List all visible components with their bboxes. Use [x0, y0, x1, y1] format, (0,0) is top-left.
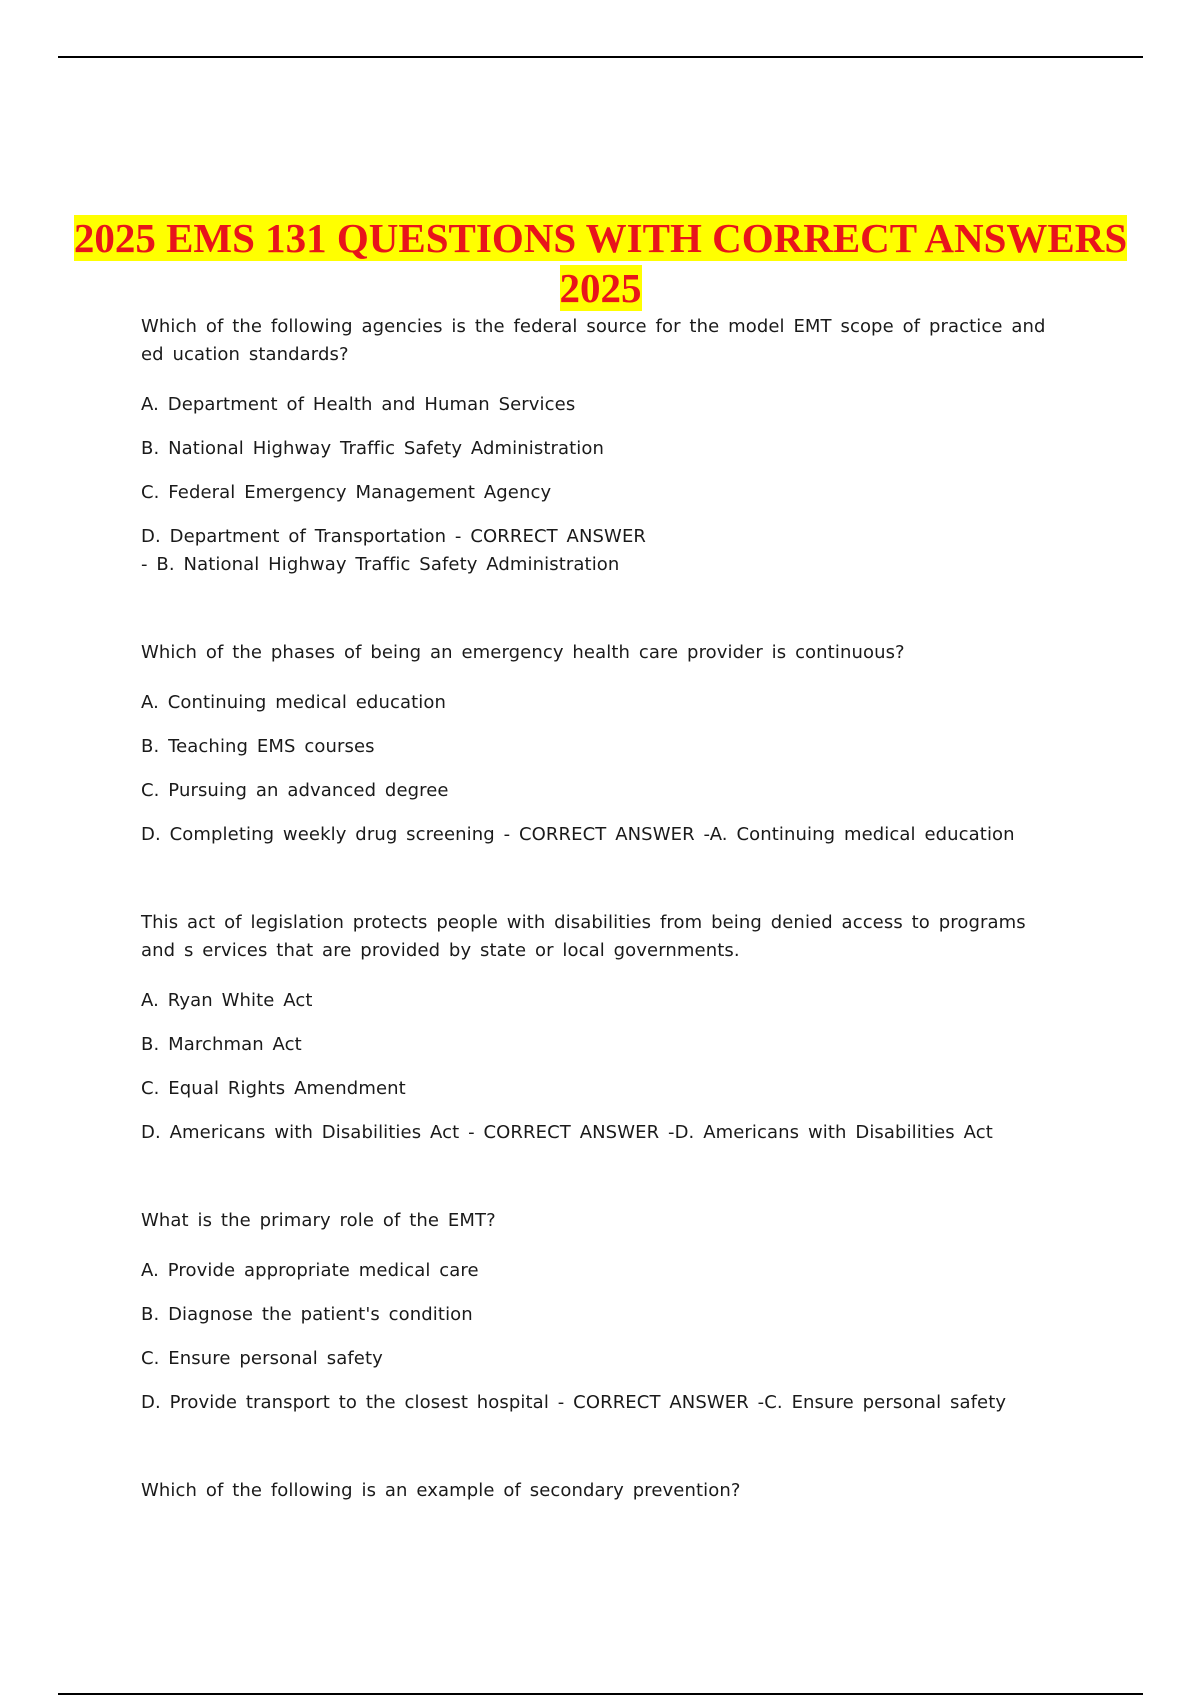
question-text: Which of the following is an example of secondary prevention? — [141, 1480, 741, 1501]
question-block-3 — [141, 909, 1051, 1147]
question-text: Which of the phases of being an emergency health care provider is continuous? — [141, 642, 905, 663]
correct-answer-line: D. Americans with Disabilities Act - CORRECT ANSWER -D. Americans with Disabilities Act — [141, 1122, 993, 1143]
question-block-2 — [141, 639, 1051, 849]
question-text: What is the primary role of the EMT? — [141, 1210, 496, 1231]
question-text: Which of the following agencies is the federal source for the model EMT scope of practice and ed ucation standards? — [141, 316, 1046, 365]
answer-option: B. National Highway Traffic Safety Administration — [141, 438, 605, 459]
document-title-text: 2025 EMS 131 QUESTIONS WITH CORRECT ANSWERS 2025 — [73, 215, 1128, 311]
correct-answer-line: D. Provide transport to the closest hospital - CORRECT ANSWER -C. Ensure personal safety — [141, 1392, 1007, 1413]
answer-option: C. Ensure personal safety — [141, 1348, 383, 1369]
answer-option: C. Federal Emergency Management Agency — [141, 482, 552, 503]
page-bottom-rule — [58, 1693, 1143, 1695]
answer-option: B. Teaching EMS courses — [141, 736, 375, 757]
question-block-1 — [141, 313, 1051, 579]
correct-answer-line: D. Department of Transportation - CORRECT ANSWER - B. National Highway Traffic Safety Administration — [141, 526, 647, 575]
answer-option: A. Provide appropriate medical care — [141, 1260, 479, 1281]
answer-option: A. Continuing medical education — [141, 692, 446, 713]
answer-option: B. Diagnose the patient's condition — [141, 1304, 473, 1325]
document-title — [58, 213, 1143, 313]
page-top-rule — [58, 56, 1143, 58]
question-list — [141, 313, 1051, 1519]
question-block-5 — [141, 1477, 1051, 1505]
answer-option: C. Pursuing an advanced degree — [141, 780, 449, 801]
answer-option: B. Marchman Act — [141, 1034, 302, 1055]
question-text: This act of legislation protects people with disabilities from being denied access to programs and s ervices that are provided by state or local governments. — [141, 912, 1026, 961]
answer-option: A. Ryan White Act — [141, 990, 313, 1011]
answer-option: C. Equal Rights Amendment — [141, 1078, 406, 1099]
question-block-4 — [141, 1207, 1051, 1417]
answer-option: A. Department of Health and Human Services — [141, 394, 576, 415]
correct-answer-line: D. Completing weekly drug screening - CORRECT ANSWER -A. Continuing medical education — [141, 824, 1015, 845]
